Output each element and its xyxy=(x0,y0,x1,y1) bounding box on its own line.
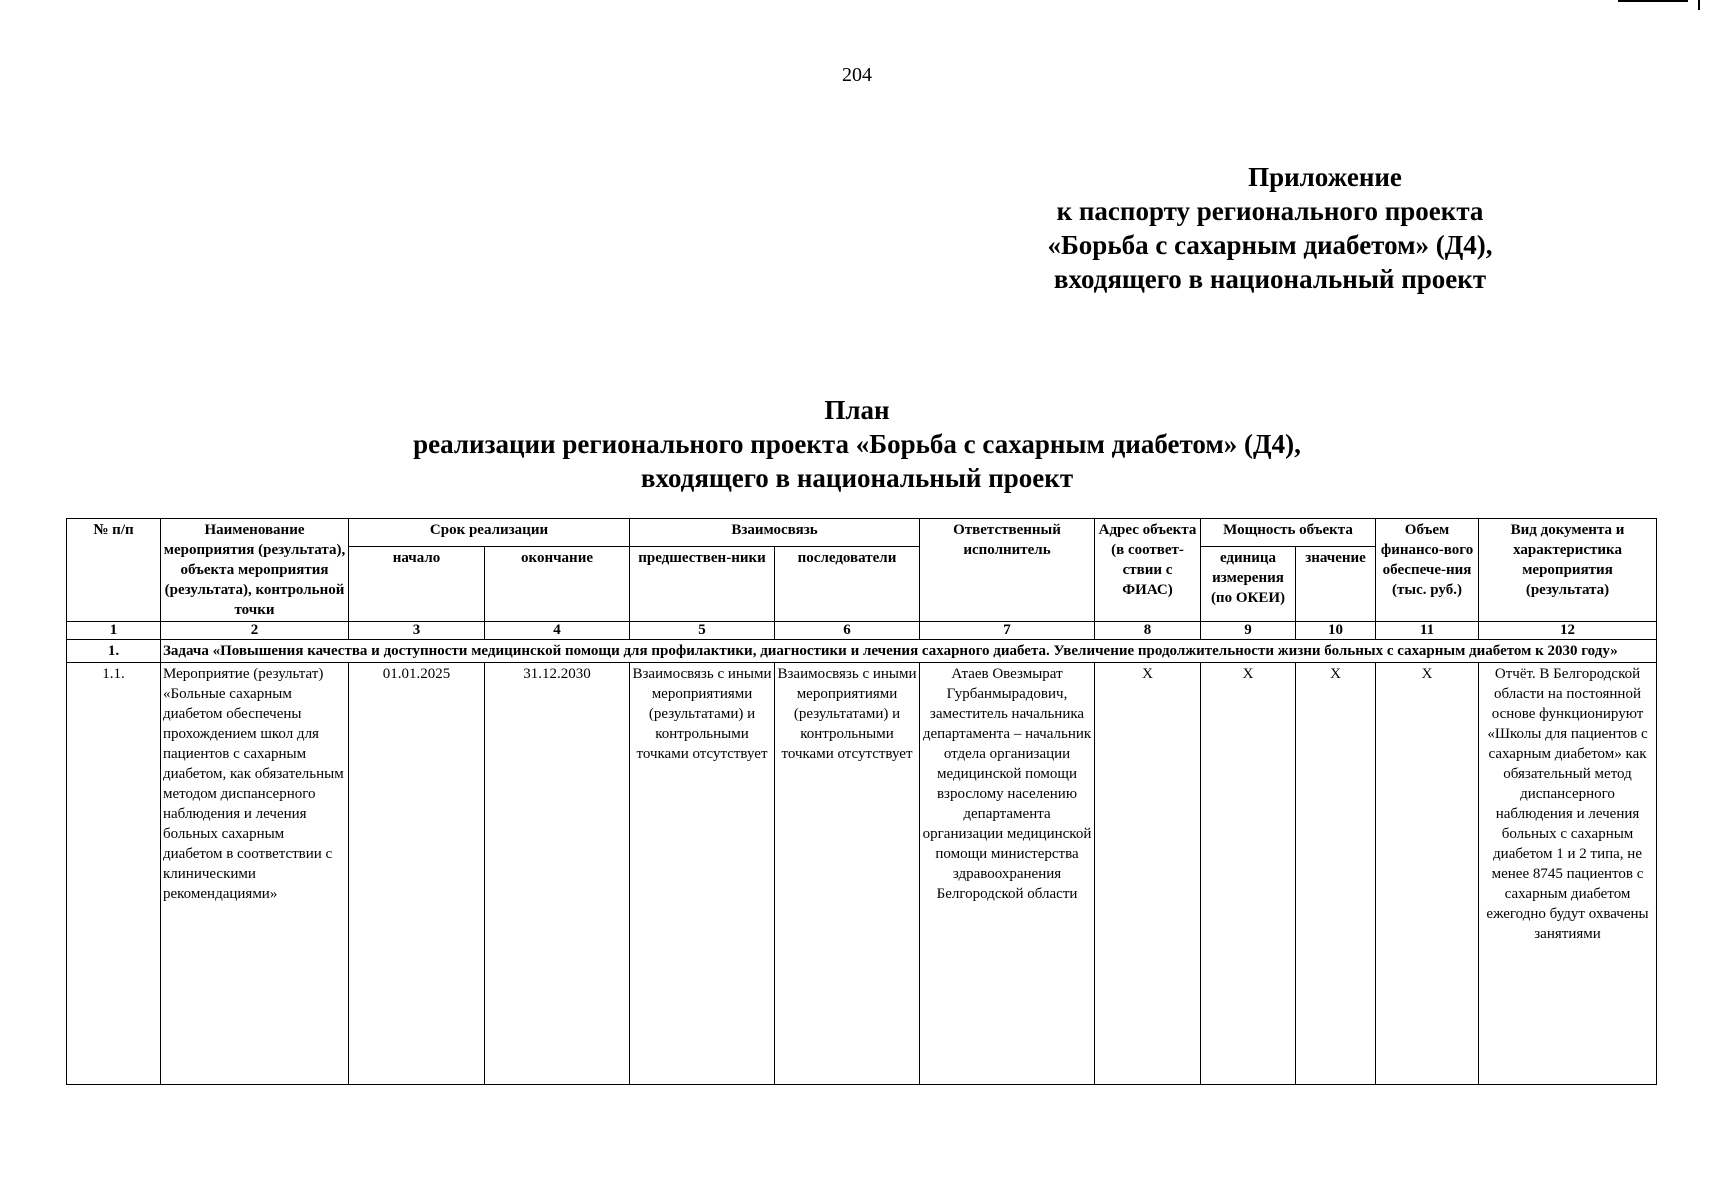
appendix-line: Приложение xyxy=(1248,162,1402,192)
header-num: № п/п xyxy=(67,519,161,622)
plan-title xyxy=(0,393,1714,495)
task-text: Задача «Повышения качества и доступности медицинской помощи для профилактики, диагностики и лечения сахарного диабета. Увеличение продолжительности жизни больных с сахарным диабетом к 2030 году» xyxy=(161,640,1657,663)
column-number: 12 xyxy=(1479,622,1657,640)
row-name: Мероприятие (результат) «Больные сахарным диабетом обеспечены прохождением школ для пациентов с сахарным диабетом, как обязательным методом диспансерного наблюдения и лечения больных сахарным диабетом в соответствии с клиническими рекомендациями» xyxy=(161,663,349,1085)
row-address: Х xyxy=(1095,663,1201,1085)
header-unit: единица измерения (по ОКЕИ) xyxy=(1201,546,1296,621)
page-number: 204 xyxy=(842,64,872,86)
column-number: 2 xyxy=(161,622,349,640)
header-row xyxy=(67,519,1657,547)
header-period: Срок реализации xyxy=(349,519,630,547)
column-number: 5 xyxy=(630,622,775,640)
column-number: 8 xyxy=(1095,622,1201,640)
row-doc-type: Отчёт. В Белгородской области на постоянной основе функционируют «Школы для пациентов с сахарным диабетом» как обязательный метод диспансерного наблюдения и лечения больных с сахарным диабетом 1 и 2 типа, не менее 8745 пациентов с сахарным диабетом ежегодно будут охвачены занятиями xyxy=(1479,663,1657,1085)
row-value: Х xyxy=(1296,663,1376,1085)
row-successors: Взаимосвязь с иными мероприятиями (результатами) и контрольными точками отсутствует xyxy=(775,663,920,1085)
row-end: 31.12.2030 xyxy=(485,663,630,1085)
appendix-line: к паспорту регионального проекта xyxy=(1056,196,1484,226)
column-number: 11 xyxy=(1376,622,1479,640)
column-number: 4 xyxy=(485,622,630,640)
header-name: Наименование мероприятия (результата), объекта мероприятия (результата), контрольной точки xyxy=(161,519,349,622)
header-address: Адрес объекта (в соответ-ствии с ФИАС) xyxy=(1095,519,1201,622)
row-start: 01.01.2025 xyxy=(349,663,485,1085)
plan-title-line: План xyxy=(824,395,890,425)
task-row xyxy=(67,640,1657,663)
column-number-row xyxy=(67,622,1657,640)
header-capacity: Мощность объекта xyxy=(1201,519,1376,547)
header-end: окончание xyxy=(485,546,630,621)
header-responsible: Ответственный исполнитель xyxy=(920,519,1095,622)
row-responsible: Атаев Овезмырат Гурбанмырадович, заместитель начальника департамента – начальник отдела организации медицинской помощи взрослому населению департамента организации медицинской помощи министерства здравоохранения Белгородской области xyxy=(920,663,1095,1085)
table-row xyxy=(67,663,1657,1085)
task-num: 1. xyxy=(67,640,161,663)
header-funding: Объем финансо-вого обеспече-ния (тыс. руб.) xyxy=(1376,519,1479,622)
scan-edge-mark xyxy=(1618,0,1688,2)
column-number: 6 xyxy=(775,622,920,640)
header-relation: Взаимосвязь xyxy=(630,519,920,547)
column-number: 10 xyxy=(1296,622,1376,640)
header-value: значение xyxy=(1296,546,1376,621)
appendix-line: «Борьба с сахарным диабетом» (Д4), xyxy=(1047,230,1493,260)
column-number: 3 xyxy=(349,622,485,640)
header-successors: последователи xyxy=(775,546,920,621)
header-doc-type: Вид документа и характеристика мероприятия (результата) xyxy=(1479,519,1657,622)
column-number: 1 xyxy=(67,622,161,640)
appendix-heading xyxy=(920,160,1620,296)
scan-edge-tick xyxy=(1698,0,1700,10)
plan-title-line: входящего в национальный проект xyxy=(640,463,1074,493)
plan-table xyxy=(66,518,1657,1085)
row-num: 1.1. xyxy=(67,663,161,1085)
header-predecessors: предшествен-ники xyxy=(630,546,775,621)
row-unit: Х xyxy=(1201,663,1296,1085)
column-number: 9 xyxy=(1201,622,1296,640)
header-start: начало xyxy=(349,546,485,621)
appendix-line: входящего в национальный проект xyxy=(1053,264,1487,294)
plan-title-line: реализации регионального проекта «Борьба с сахарным диабетом» (Д4), xyxy=(413,429,1301,459)
row-predecessors: Взаимосвязь с иными мероприятиями (результатами) и контрольными точками отсутствует xyxy=(630,663,775,1085)
column-number: 7 xyxy=(920,622,1095,640)
row-funding: Х xyxy=(1376,663,1479,1085)
